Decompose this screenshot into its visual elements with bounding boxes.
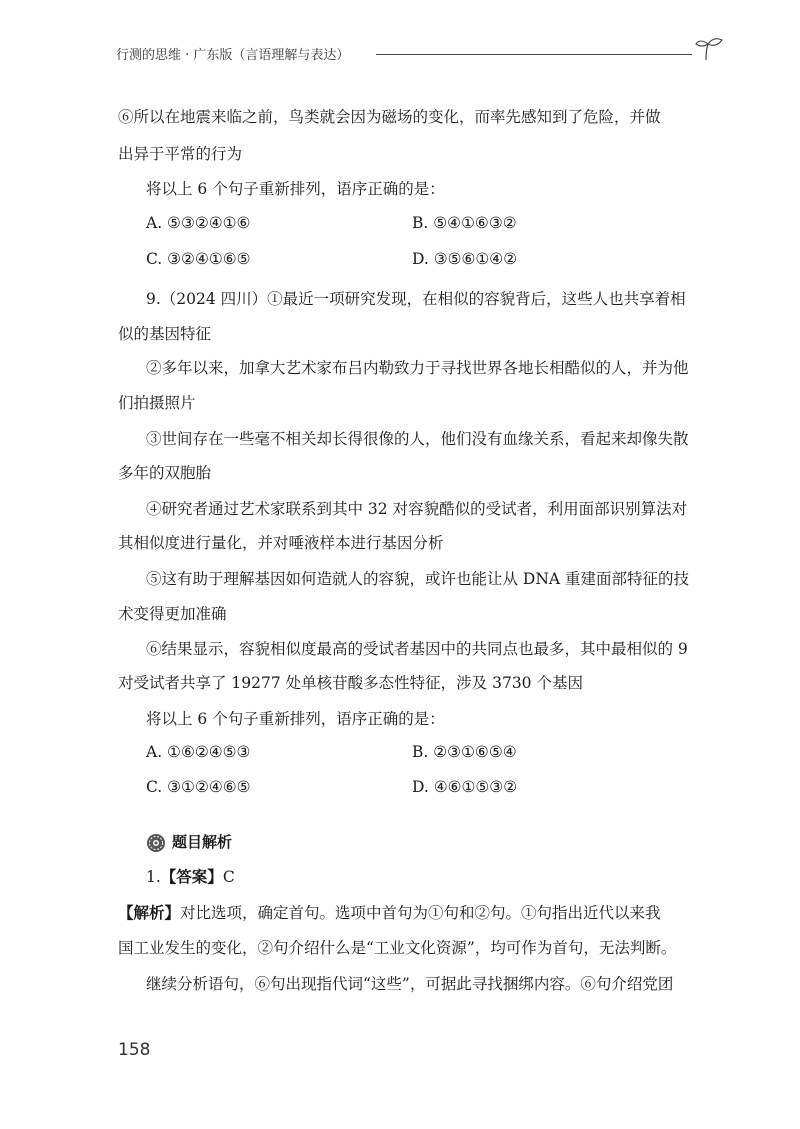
q9-sentence5-line2: 术变得更加准确 [118,605,227,623]
explain-label: 【解析】 [118,903,181,922]
q9-sentence2-line1: ②多年以来，加拿大艺术家布吕内勒致力于寻找世界各地长相酷似的人，并为他 [146,359,689,377]
q8-option-a[interactable]: A. ⑤③②④①⑥ [146,214,251,232]
answer-label: 【答案】 [160,867,223,886]
q9-option-d[interactable]: D. ④⑥①⑤③② [412,778,518,796]
answer-line [146,866,746,888]
q9-sentence3-line1: ③世间存在一些毫不相关却长得很像的人，他们没有血缘关系，看起来却像失散 [146,430,689,448]
q9-option-c[interactable]: C. ③①②④⑥⑤ [146,778,251,796]
q8-prompt: 将以上 6 个句子重新排列，语序正确的是： [146,180,445,198]
explain-line1 [118,902,718,924]
q9-sentence3-line2: 多年的双胞胎 [118,464,212,482]
flower-badge-icon [146,833,166,853]
q8-option-b[interactable]: B. ⑤④①⑥③② [412,214,517,232]
running-header [108,38,718,68]
q9-sentence5-line1: ⑤这有助于理解基因如何造就人的容貌，或许也能让从 DNA 重建面部特征的技 [146,570,690,588]
q9-sentence1-line2: 似的基因特征 [118,325,212,343]
q9-sentence6-line2: 对受试者共享了 19277 处单核苷酸多态性特征，涉及 3730 个基因 [118,674,583,692]
q8-sentence6-line2: 出异于平常的行为 [118,145,243,163]
q8-option-c[interactable]: C. ③②④①⑥⑤ [146,250,251,268]
q9-sentence1-line1: 9.（2024 四川）①最近一项研究发现，在相似的容貌背后，这些人也共享着相 [146,290,686,308]
q9-option-b[interactable]: B. ②③①⑥⑤④ [412,743,517,761]
explain-text-line1: 对比选项，确定首句。选项中首句为①句和②句。①句指出近代以来我 [180,904,661,922]
q8-sentence6-line1: ⑥所以在地震来临之前，鸟类就会因为磁场的变化，而率先感知到了危险，并做 [118,108,661,126]
q9-sentence4-line1: ④研究者通过艺术家联系到其中 32 对容貌酷似的受试者，利用面部识别算法对 [146,500,688,518]
explain-text-line2: 国工业发生的变化，②句介绍什么是“工业文化资源”，均可作为首句，无法判断。 [118,939,677,957]
analysis-section-title: 题目解析 [172,833,233,851]
q9-sentence2-line2: 们拍摄照片 [118,394,196,412]
q8-option-d[interactable]: D. ③⑤⑥①④② [412,250,518,268]
q9-sentence6-line1: ⑥结果显示，容貌相似度最高的受试者基因中的共同点也最多，其中最相似的 9 [146,640,688,658]
header-title: 行测的思维 · 广东版（言语理解与表达） [116,48,350,63]
answer-value: C [222,868,235,886]
q9-sentence4-line2: 其相似度进行量化，并对唾液样本进行基因分析 [118,534,444,552]
sprout-icon [694,34,724,64]
header-rule [376,54,692,55]
answer-number: 1. [146,868,161,886]
continue-analysis-line: 继续分析语句，⑥句出现指代词“这些”，可据此寻找捆绑内容。⑥句介绍党团 [146,975,674,993]
page-number: 158 [118,1040,151,1060]
q9-option-a[interactable]: A. ①⑥②④⑤③ [146,743,251,761]
q9-prompt: 将以上 6 个句子重新排列，语序正确的是： [146,710,445,728]
